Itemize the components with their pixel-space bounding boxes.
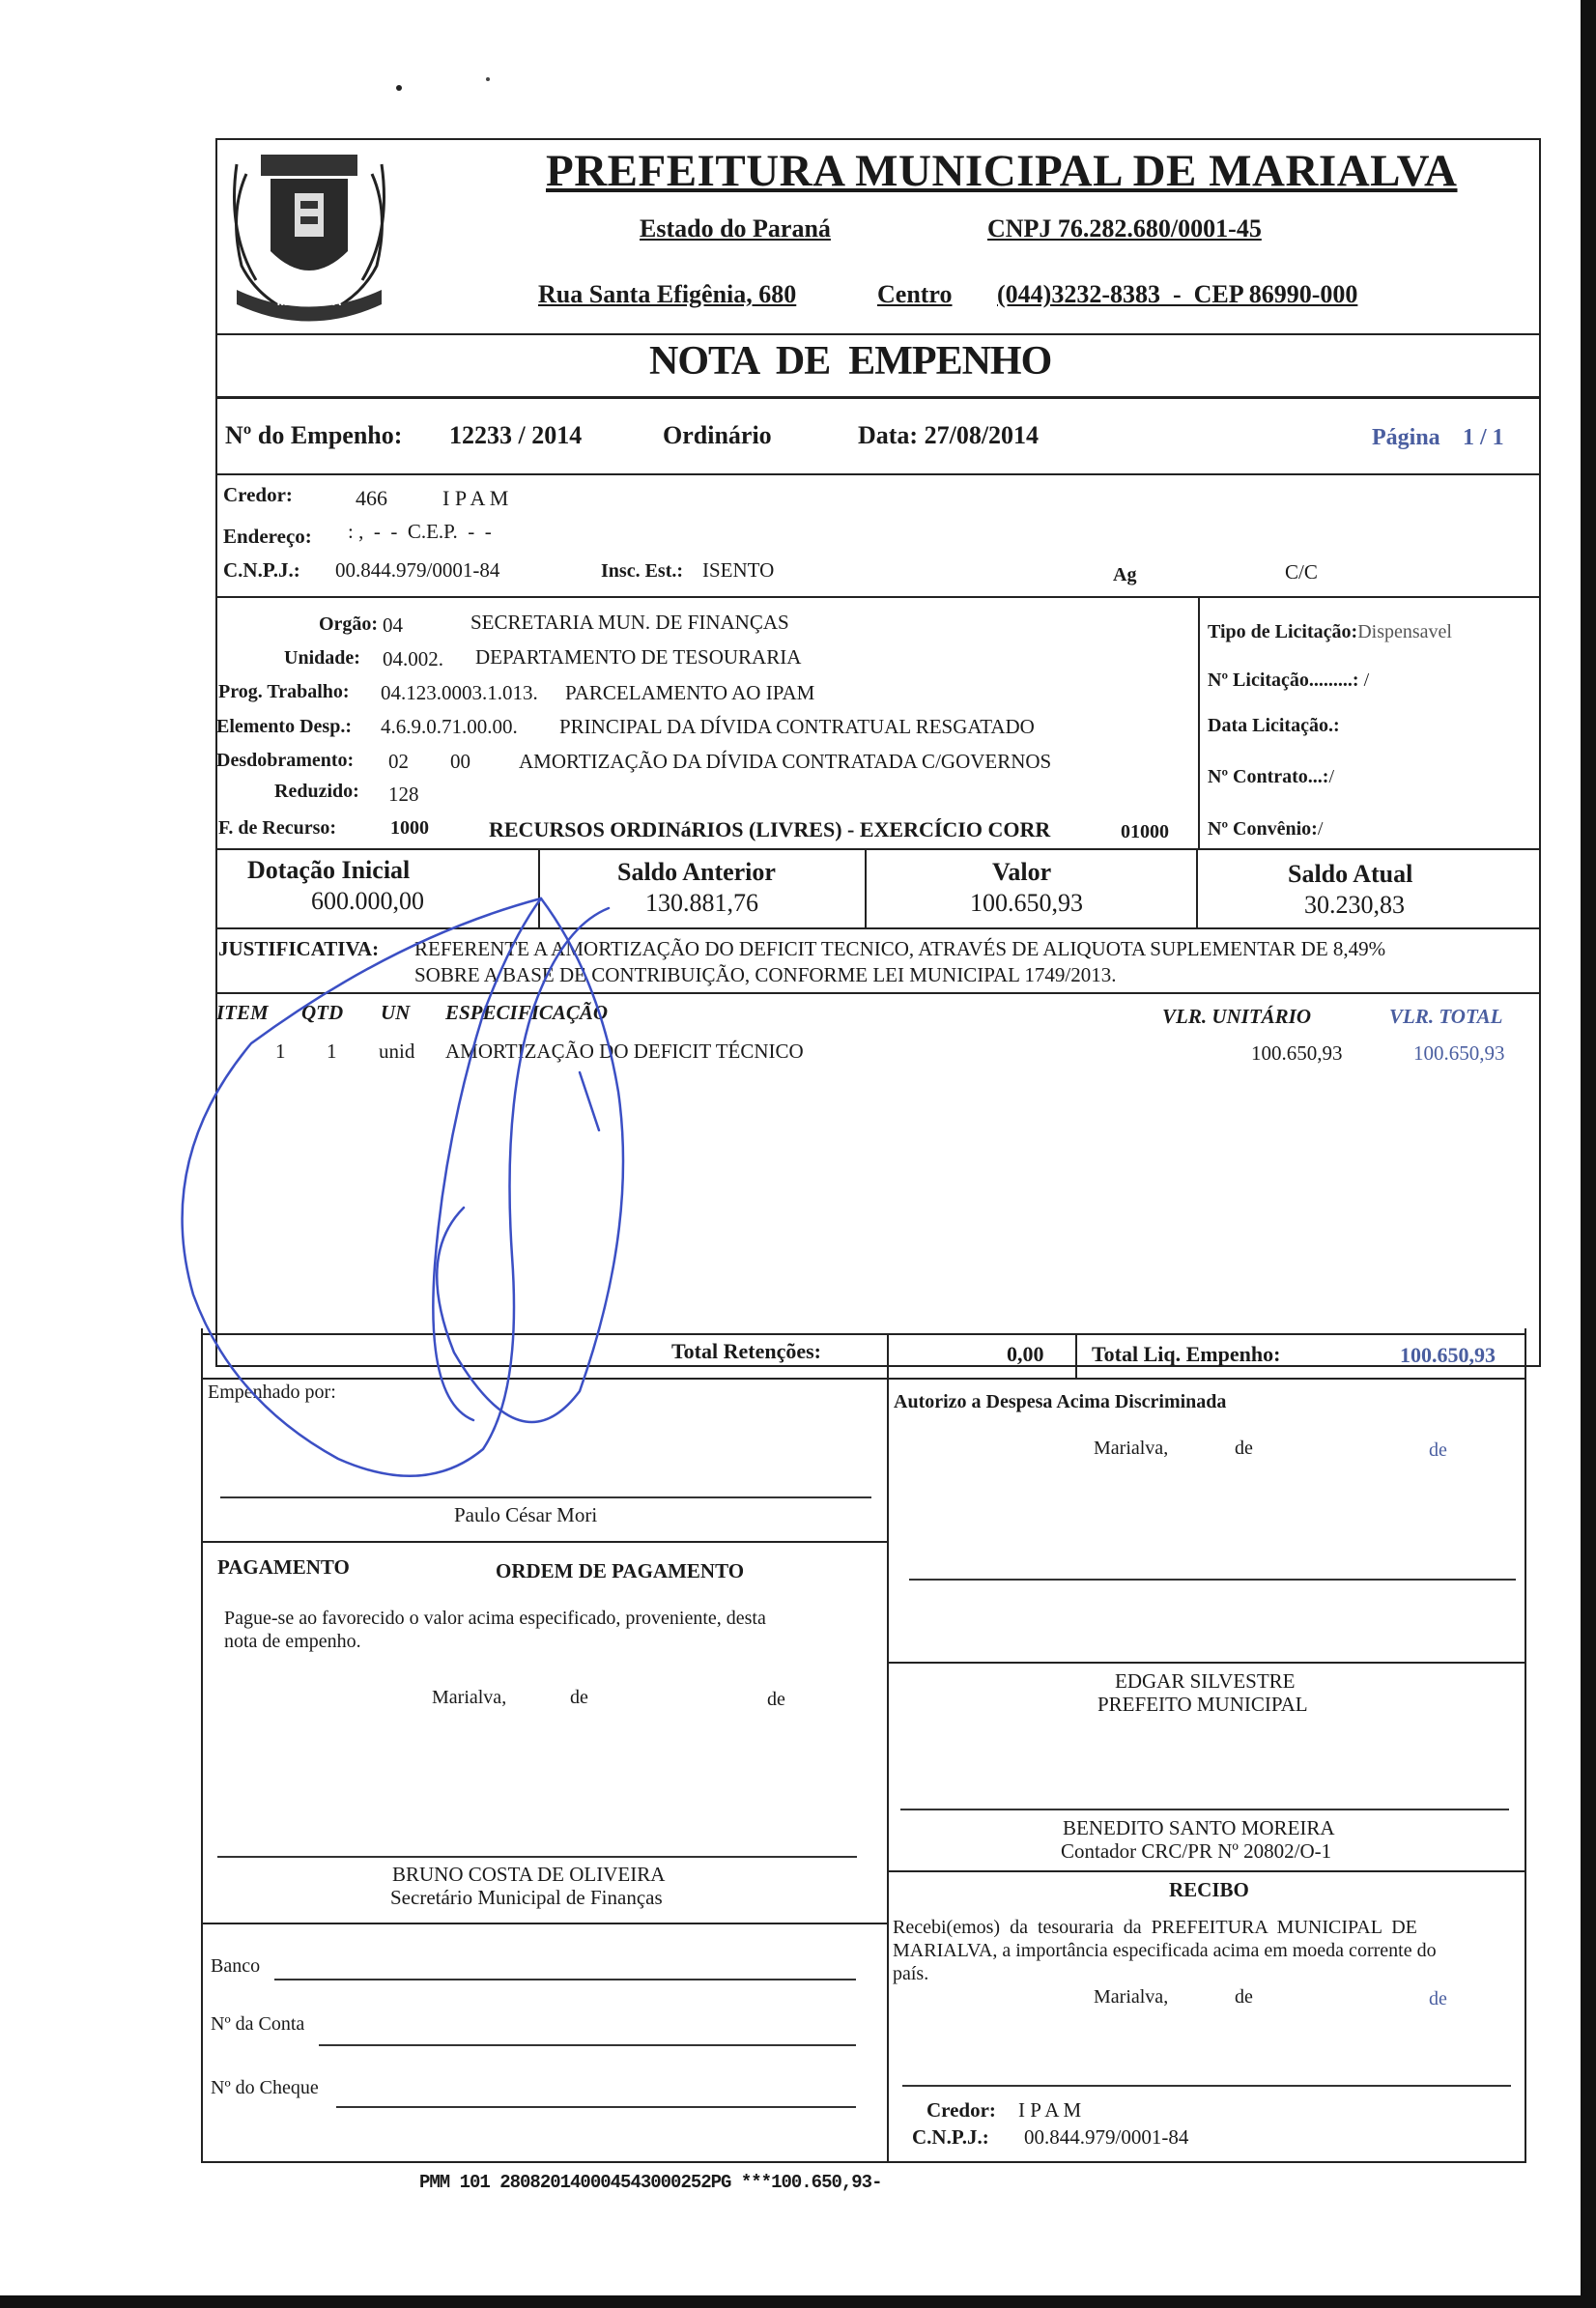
svg-text:MARIALVA: MARIALVA	[276, 294, 342, 308]
elemento-desc: PRINCIPAL DA DÍVIDA CONTRATUAL RESGATADO	[559, 715, 1035, 738]
convenio-label: Nº Convênio:/	[1208, 818, 1324, 840]
page-label: Página	[1372, 425, 1440, 450]
items-header-espec: ESPECIFICAÇÃO	[445, 1001, 609, 1024]
pagamento-de1: de	[570, 1687, 588, 1708]
recurso-num: 01000	[1121, 821, 1169, 842]
contrato-label: Nº Contrato...:/	[1208, 766, 1335, 787]
cheque-label: Nº do Cheque	[211, 2077, 319, 2098]
recibo-credor-label: Credor:	[926, 2098, 996, 2122]
pagamento-text-2: nota de empenho.	[224, 1631, 361, 1652]
justificativa-line2: SOBRE A BASE DE CONTRIBUIÇÃO, CONFORME LEI MUNICIPAL 1749/2013.	[414, 963, 1117, 986]
endereco-label: Endereço:	[223, 525, 312, 548]
unidade-label: Unidade:	[284, 647, 360, 669]
item-row-espec: AMORTIZAÇÃO DO DEFICIT TÉCNICO	[445, 1040, 804, 1063]
page-value: 1 / 1	[1463, 425, 1504, 450]
scan-speck	[486, 77, 490, 81]
conta-label: Nº da Conta	[211, 2013, 305, 2035]
reduzido-label: Reduzido:	[274, 781, 359, 802]
footer-code: PMM 101 280820140004543000252PG ***100.650,93-	[419, 2172, 882, 2193]
reduzido-code: 128	[388, 783, 419, 806]
recibo-de2: de	[1429, 1988, 1447, 2009]
empenho-label: Nº do Empenho:	[225, 421, 403, 449]
empenhado-label: Empenhado por:	[208, 1382, 336, 1403]
desdobramento-desc: AMORTIZAÇÃO DA DÍVIDA CONTRATADA C/GOVERNOS	[519, 750, 1052, 773]
pagamento-text-1: Pague-se ao favorecido o valor acima especificado, proveniente, desta	[224, 1608, 766, 1629]
retencoes-label: Total Retenções:	[671, 1339, 821, 1363]
orgao-label: Orgão:	[319, 613, 379, 635]
recibo-text-2: MARIALVA, a importância especificada acima em moeda corrente do	[893, 1940, 1437, 1961]
doc-title: NOTA DE EMPENHO	[649, 339, 1052, 384]
item-row-qtd: 1	[327, 1040, 337, 1063]
elemento-code: 4.6.9.0.71.00.00.	[381, 715, 518, 738]
anterior-value: 130.881,76	[645, 889, 758, 917]
prefeito-name: EDGAR SILVESTRE	[1115, 1669, 1296, 1693]
items-header-vlr-total: VLR. TOTAL	[1389, 1005, 1503, 1028]
empenho-number: 12233 / 2014	[449, 421, 583, 449]
empenho-type: Ordinário	[663, 421, 772, 449]
endereco-value: : , - - C.E.P. - -	[348, 520, 492, 543]
pagamento-de2: de	[767, 1689, 785, 1710]
recurso-code: 1000	[390, 817, 429, 839]
district: Centro	[877, 280, 953, 308]
dotacao-label: Dotação Inicial	[247, 856, 411, 884]
municipality-title: PREFEITURA MUNICIPAL DE MARIALVA	[546, 146, 1458, 196]
item-row-item: 1	[275, 1040, 286, 1063]
prog-code: 04.123.0003.1.013.	[381, 681, 538, 704]
autorizo-city: Marialva,	[1094, 1438, 1169, 1459]
recibo-text-1: Recebi(emos) da tesouraria da PREFEITURA MUNICIPAL DE	[893, 1917, 1417, 1938]
item-row-vlr-unit: 100.650,93	[1251, 1041, 1343, 1065]
orgao-desc: SECRETARIA MUN. DE FINANÇAS	[470, 611, 789, 634]
ag-label: Ag	[1113, 564, 1137, 585]
insc-value: ISENTO	[702, 558, 775, 582]
justificativa-line1: REFERENTE A AMORTIZAÇÃO DO DEFICIT TECNICO, ATRAVÉS DE ALIQUOTA SUPLEMENTAR DE 8,49%	[414, 937, 1386, 960]
tipo-licitacao-label: Tipo de Licitação:Dispensavel	[1208, 621, 1452, 642]
recibo-de1: de	[1235, 1986, 1253, 2008]
autorizo-label: Autorizo a Despesa Acima Discriminada	[894, 1391, 1227, 1412]
atual-value: 30.230,83	[1304, 891, 1405, 919]
anterior-label: Saldo Anterior	[617, 858, 776, 886]
pagamento-city: Marialva,	[432, 1687, 507, 1708]
desdobramento-code1: 02	[388, 750, 409, 773]
ordem-pagamento-label: ORDEM DE PAGAMENTO	[496, 1559, 745, 1582]
recurso-desc: RECURSOS ORDINáRIOS (LIVRES) - EXERCÍCIO CORR	[489, 817, 1051, 841]
elemento-label: Elemento Desp.:	[216, 716, 352, 737]
desdobramento-code2: 00	[450, 750, 470, 773]
recibo-label: RECIBO	[1169, 1878, 1249, 1901]
street-address: Rua Santa Efigênia, 680	[538, 280, 797, 308]
items-header-vlr-unit: VLR. UNITÁRIO	[1162, 1005, 1312, 1028]
cnpj-header: CNPJ 76.282.680/0001-45	[987, 214, 1262, 242]
credor-name: I P A M	[442, 486, 509, 510]
cc-label: C/C	[1285, 560, 1318, 584]
prog-label: Prog. Trabalho:	[218, 681, 350, 702]
recurso-label: F. de Recurso:	[218, 817, 337, 839]
secretario-title: Secretário Municipal de Finanças	[390, 1886, 663, 1909]
scan-edge	[0, 2295, 1596, 2308]
num-licitacao-label: Nº Licitação.........: /	[1208, 670, 1370, 691]
liq-value: 100.650,93	[1400, 1343, 1496, 1367]
recibo-cnpj-label: C.N.P.J.:	[912, 2125, 989, 2149]
insc-label: Insc. Est.:	[601, 560, 684, 582]
recibo-credor-value: I P A M	[1018, 2098, 1082, 2122]
scan-speck	[396, 85, 402, 91]
scan-edge	[1581, 0, 1596, 2308]
orgao-code: 04	[383, 613, 403, 637]
unidade-code: 04.002.	[383, 647, 443, 670]
contador-title: Contador CRC/PR Nº 20802/O-1	[1061, 1839, 1332, 1863]
autorizo-de1: de	[1235, 1438, 1253, 1459]
empenhado-name: Paulo César Mori	[454, 1503, 598, 1526]
empenho-date: Data: 27/08/2014	[858, 421, 1040, 449]
atual-label: Saldo Atual	[1288, 860, 1413, 888]
valor-label: Valor	[992, 858, 1052, 886]
items-header-item: ITEM	[216, 1001, 269, 1024]
items-header-un: UN	[381, 1001, 411, 1024]
items-header-qtd: QTD	[301, 1001, 344, 1024]
pagamento-label: PAGAMENTO	[217, 1555, 350, 1579]
recibo-city: Marialva,	[1094, 1986, 1169, 2008]
state-label: Estado do Paraná	[640, 214, 831, 242]
recibo-cnpj-value: 00.844.979/0001-84	[1024, 2125, 1189, 2149]
prefeito-title: PREFEITO MUNICIPAL	[1097, 1693, 1308, 1716]
banco-label: Banco	[211, 1955, 261, 1977]
valor-value: 100.650,93	[970, 889, 1083, 917]
data-licitacao-label: Data Licitação.:	[1208, 715, 1340, 736]
desdobramento-label: Desdobramento:	[216, 750, 355, 771]
contador-name: BENEDITO SANTO MOREIRA	[1063, 1816, 1335, 1839]
prog-desc: PARCELAMENTO AO IPAM	[565, 681, 815, 704]
retencoes-value: 0,00	[1007, 1342, 1044, 1366]
unidade-desc: DEPARTAMENTO DE TESOURARIA	[475, 645, 802, 669]
credor-code: 466	[356, 486, 387, 510]
dotacao-value: 600.000,00	[311, 887, 424, 915]
cnpj-value: 00.844.979/0001-84	[335, 558, 500, 582]
phone-cep: (044)3232-8383 - CEP 86990-000	[997, 280, 1358, 308]
item-row-un: unid	[379, 1040, 415, 1063]
liq-label: Total Liq. Empenho:	[1092, 1342, 1281, 1366]
credor-label: Credor:	[223, 483, 293, 506]
secretario-name: BRUNO COSTA DE OLIVEIRA	[392, 1863, 666, 1886]
cnpj-label: C.N.P.J.:	[223, 558, 300, 582]
item-row-vlr-total: 100.650,93	[1413, 1041, 1505, 1065]
autorizo-de2: de	[1429, 1439, 1447, 1461]
recibo-text-3: país.	[893, 1963, 929, 1984]
justificativa-label: JUSTIFICATIVA:	[218, 937, 380, 960]
